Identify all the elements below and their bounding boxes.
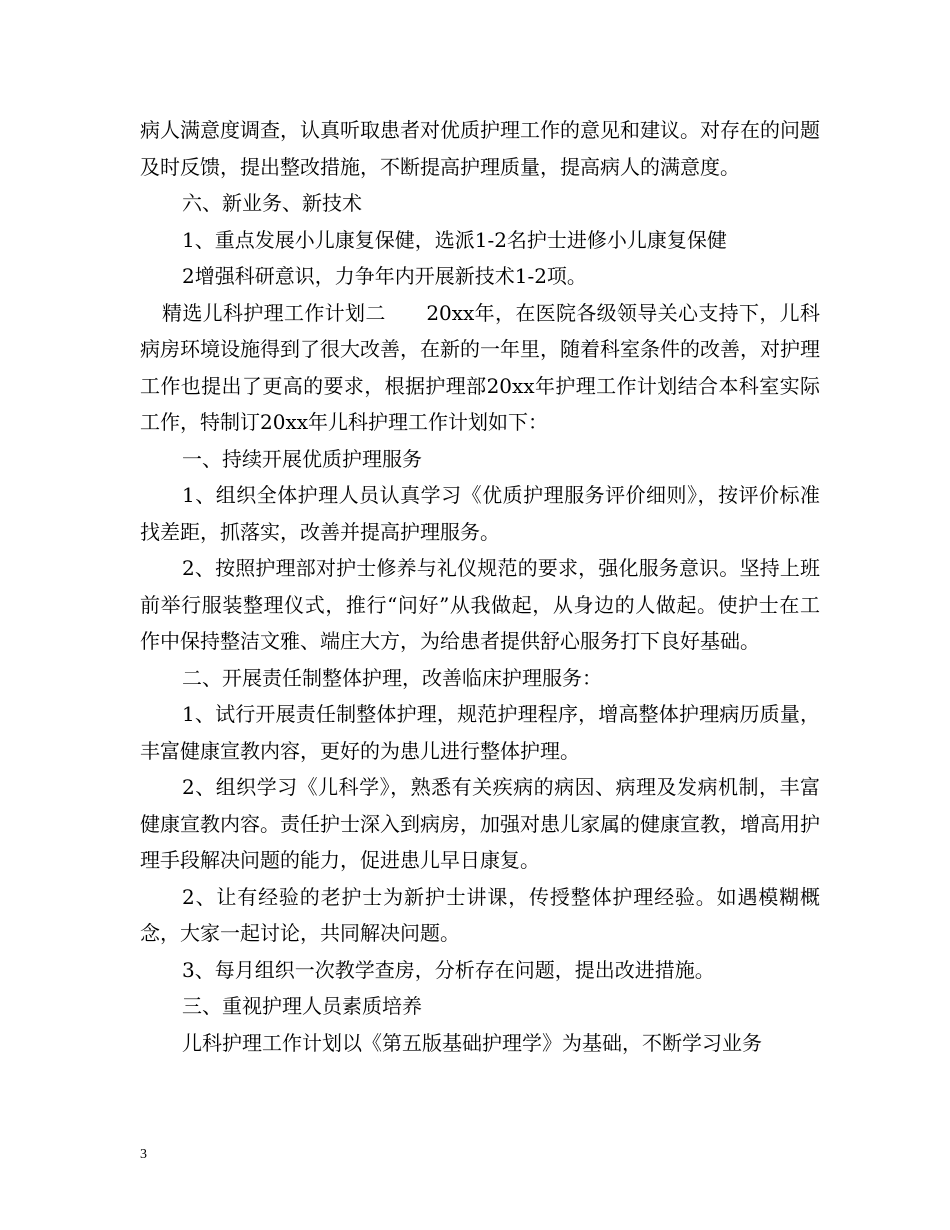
paragraph-pediatric-rehab: 1、重点发展小儿康复保健，选派1-2名护士进修小儿康复保健 — [182, 227, 727, 252]
paragraph-study-evaluation: 1、组织全体护理人员认真学习《优质护理服务评价细则》，按评价标准找差距，抓落实，改善并提高护理服务。 — [140, 483, 820, 544]
paragraph-basic-nursing-study: 儿科护理工作计划以《第五版基础护理学》为基础，不断学习业务 — [182, 1030, 762, 1055]
page-number: 3 — [140, 1147, 147, 1162]
paragraph-satisfaction-survey: 病人满意度调查，认真听取患者对优质护理工作的意见和建议。对存在的问题及时反馈，提出整改措施，不断提高护理质量，提高病人的满意度。 — [140, 118, 820, 179]
heading-quality-nursing: 一、持续开展优质护理服务 — [182, 446, 422, 471]
heading-responsibility-nursing: 二、开展责任制整体护理，改善临床护理服务： — [182, 665, 602, 690]
heading-new-business-technology: 六、新业务、新技术 — [182, 191, 362, 215]
paragraph-etiquette: 2、按照护理部对护士修养与礼仪规范的要求，强化服务意识。坚持上班前举行服装整理仪式，推行“问好”从我做起，从身边的人做起。使护士在工作中保持整洁文雅、端庄大方，为给患者提供舒心服务打下良好基础。 — [140, 556, 820, 653]
paragraph-plan-two-intro: 精选儿科护理工作计划二 20xx年，在医院各级领导关心支持下，儿科病房环境设施得到了很大改善，在新的一年里，随着科室条件的改善，对护理工作也提出了更高的要求，根据护理部20xx年护理工作计划结合本科室实际工作，特制订20xx年儿科护理工作计划如下： — [140, 300, 820, 434]
paragraph-research-awareness: 2增强科研意识，力争年内开展新技术1-2项。 — [182, 264, 587, 288]
paragraph-holistic-nursing: 1、试行开展责任制整体护理，规范护理程序，增高整体护理病历质量，丰富健康宣教内容，更好的为患儿进行整体护理。 — [140, 702, 820, 763]
document-body — [140, 112, 820, 1061]
heading-staff-quality: 三、重视护理人员素质培养 — [182, 994, 422, 1018]
paragraph-pediatrics-study: 2、组织学习《儿科学》，熟悉有关疾病的病因、病理及发病机制，丰富健康宣教内容。责任护士深入到病房，加强对患儿家属的健康宣教，增高用护理手段解决问题的能力，促进患儿早日康复。 — [140, 775, 820, 872]
paragraph-senior-lectures: 2、让有经验的老护士为新护士讲课，传授整体护理经验。如遇模糊概念，大家一起讨论，共同解决问题。 — [140, 884, 820, 945]
paragraph-teaching-rounds: 3、每月组织一次教学查房，分析存在问题，提出改进措施。 — [182, 957, 715, 982]
